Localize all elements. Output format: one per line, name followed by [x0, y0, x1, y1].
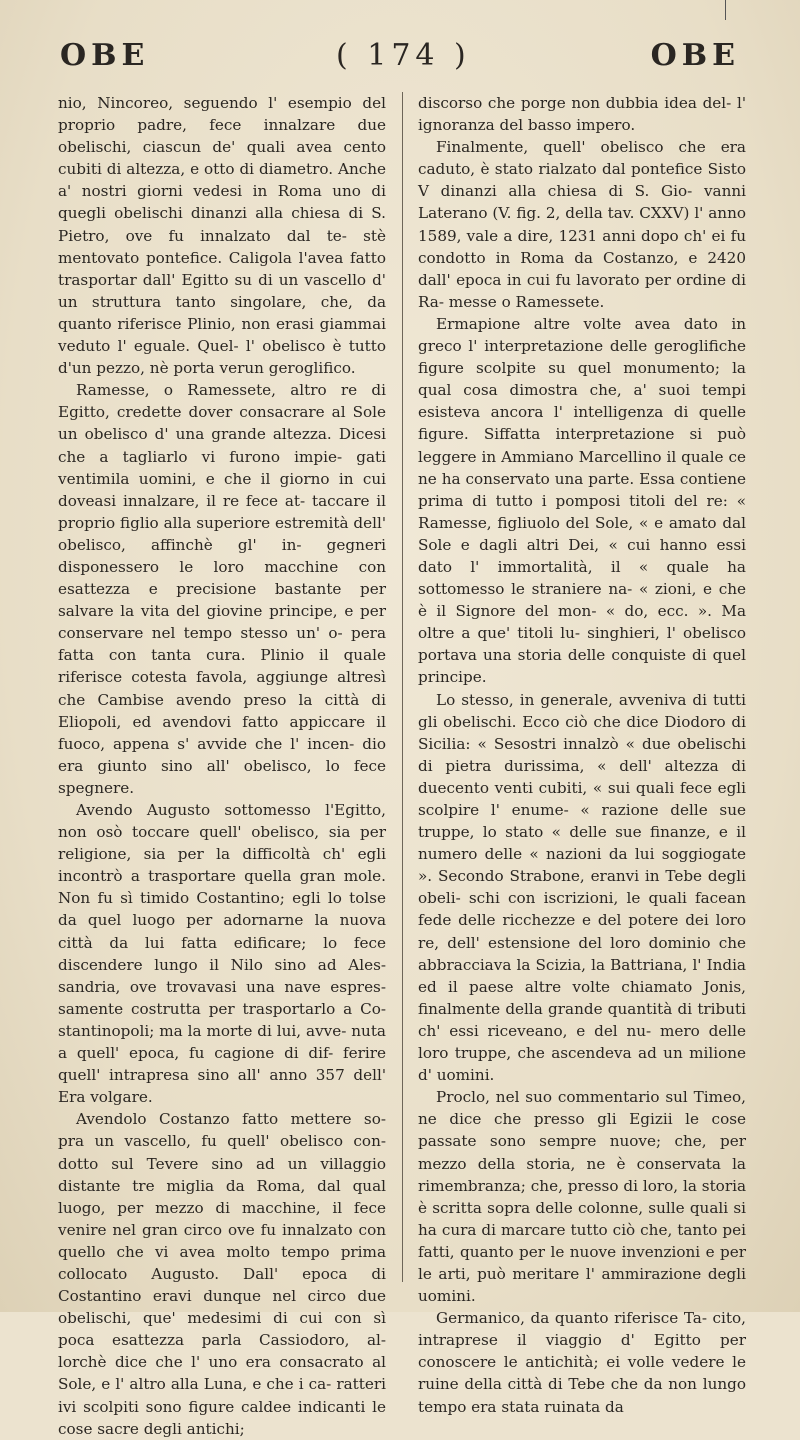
page-number: ( 174 ): [336, 38, 471, 73]
paragraph: Ramesse, o Ramessete, altro re di Egitto, credette dover consacrare al Sole un obelisco d' una grande altezza. Dicesi che a tagliarlo vi furono impie- gati ventimila uomini, e che il giorno in cui doveasi innalzare, il re fece at- taccare il proprio figlio alla superiore estremità dell' obelisco, affinchè gl' in- gegneri disponessero le loro macchine con esattezza e precisione bastante per salvare la vita del giovine principe, e per conservare nel tempo stesso un' o- pera fatta con tanta cura. Plinio il quale riferisce cotesta favola, aggiunge altresì che Cambise avendo preso la città di Eliopoli, ed avendovi fatto appiccare il fuoco, appena s' avvide che l' incen- dio era giunto sino all' obelisco, lo fece spegnere.: [58, 381, 386, 797]
right-column: [418, 92, 746, 1418]
paragraph: Germanico, da quanto riferisce Ta- cito, intraprese il viaggio d' Egitto per conoscere le antichità; ei volle vedere le ruine della città di Tebe che da non lungo tempo era stata ruinata da: [418, 1309, 746, 1416]
paragraph: Finalmente, quell' obelisco che era caduto, è stato rialzato dal pontefice Sisto V dinanzi alla chiesa di S. Gio- vanni Laterano (V. fig. 2, della tav. CXXV) l' anno 1589, vale a dire, 1231 anni dopo ch' ei fu condotto in Roma da Costanzo, e 2420 dall' epoca in cui fu lavorato per ordine di Ra- messe o Ramessete.: [418, 138, 746, 311]
column-divider: [402, 92, 403, 1282]
paragraph: Avendolo Costanzo fatto mettere so- pra un vascello, fu quell' obelisco con- dotto sul Tevere sino ad un villaggio distante tre miglia da Roma, dal qual luogo, per mezzo di macchine, il fece venire nel gran circo ove fu innalzato con quello che vi avea molto tempo prima collocato Augusto. Dall' epoca di Costantino eravi dunque nel circo due obelischi, que' medesimi di cui con sì poca esattezza parla Cassiodoro, al- lorchè dice che l' uno era consacrato al Sole, e l' altro alla Luna, e che i ca- ratteri ivi scolpiti sono figure caldee indicanti le cose sacre degli antichi;: [58, 1110, 386, 1438]
paragraph: Avendo Augusto sottomesso l'Egitto, non osò toccare quell' obelisco, sia per religione, sia per la difficoltà ch' egli incontrò a trasportare quella gran mole. Non fu sì timido Costantino; egli lo tolse da quel luogo per adornarne la nuova città da lui fatta edificare; lo fece discendere lungo il Nilo sino ad Ales- sandria, ove trovavasi una nave espres- samente costrutta per trasportarlo a Co- stantinopoli; ma la morte di lui, avve- nuta a quell' epoca, fu cagione di dif- ferire quell' intrapresa sino all' anno 357 dell' Era volgare.: [58, 801, 386, 1107]
paragraph: nio, Nincoreo, seguendo l' esempio del proprio padre, fece innalzare due obelischi, ciascun de' quali avea cento cubiti di altezza, e otto di diametro. Anche a' nostri giorni vedesi in Roma uno di quegli obelischi dinanzi alla chiesa di S. Pietro, ove fu innalzato dal te- stè mentovato pontefice. Caligola l'avea fatto trasportar dall' Egitto su di un vascello d' un struttura tanto singolare, che, da quanto riferisce Plinio, non erasi giammai veduto l' eguale. Quel- l' obelisco è tutto d'un pezzo, nè porta verun geroglifico.: [58, 94, 386, 378]
paragraph: Proclo, nel suo commentario sul Timeo, ne dice che presso gli Egizii le cose passate sono sempre nuove; che, per mezzo della storia, ne è conservata la rimembranza; che, presso di loro, la storia è scritta sopra delle colonne, sulle quali si ha cura di marcare tutto ciò che, tanto pei fatti, quanto per le nuove invenzioni e per le arti, può meritare l' ammirazione degli uomini.: [418, 1088, 746, 1306]
header-left-word: OBE: [60, 38, 150, 73]
paragraph: Ermapione altre volte avea dato in greco l' interpretazione delle geroglifiche figure scolpite su quel monumento; la qual cosa dimostra che, a' suoi tempi esisteva ancora l' intelligenza di quelle figure. Siffatta interpretazione si può leggere in Ammiano Marcellino il quale ce ne ha conservato una parte. Essa contiene prima di tutto i pomposi titoli del re: « Ramesse, figliuolo del Sole, « e amato dal Sole e dagli altri Dei, « cui hanno essi dato l' immortalità, il « quale ha sottomesso le straniere na- « zioni, e che è il Signore del mon- « do, ecc. ». Ma oltre a que' titoli lu- singhieri, l' obelisco portava una storia delle conquiste di quel principe.: [418, 314, 746, 687]
paragraph: discorso che porge non dubbia idea del- l' ignoranza del basso impero.: [418, 94, 746, 135]
header-right-word: OBE: [650, 38, 740, 73]
left-column: [58, 92, 386, 1440]
paragraph: Lo stesso, in generale, avveniva di tutti gli obelischi. Ecco ciò che dice Diodoro di Sicilia: « Sesostri innalzò « due obelischi di pietra durissima, « dell' altezza di duecento venti cubiti, « sui quali fece egli scolpire l' enume- « razione delle sue truppe, lo stato « delle sue finanze, e il numero delle « nazioni da lui soggiogate ». Secondo Strabone, eranvi in Tebe degli obeli- schi con iscrizioni, le quali facean fede delle ricchezze e del potere dei loro re, dell' estensione del loro dominio che abbracciava la Scizia, la Battriana, l' India ed il paese altre volte chiamato Jonis, finalmente della grande quantità di tributi ch' essi riceveano, e del nu- mero delle loro truppe, che ascendeva ad un milione d' uomini.: [418, 690, 746, 1085]
margin-mark: [715, 0, 726, 20]
page-header: [60, 38, 740, 78]
